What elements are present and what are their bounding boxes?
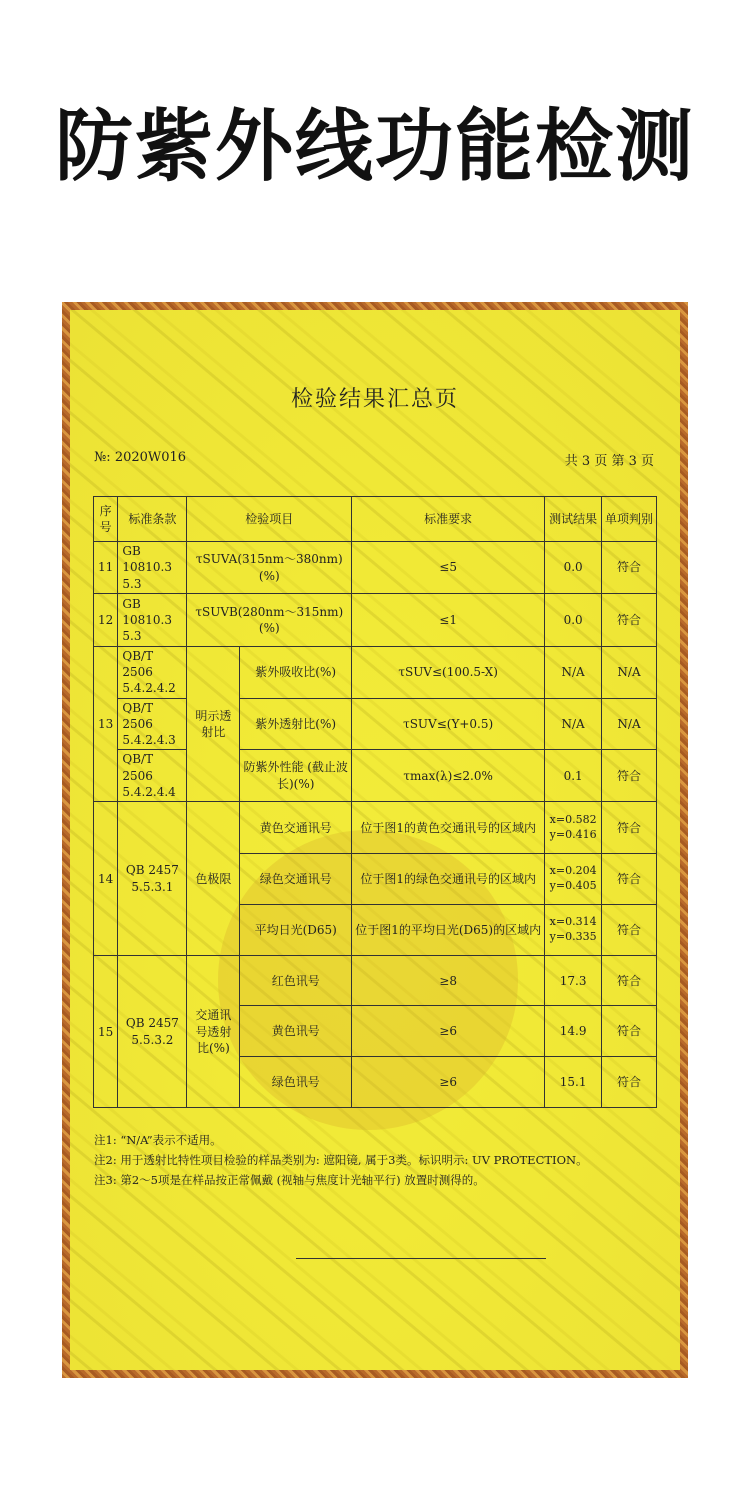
test-item: 绿色讯号 [240, 1057, 352, 1108]
test-item: 防紫外性能 (截止波长)(%) [240, 750, 352, 802]
result-y: y=0.335 [549, 930, 597, 944]
verdict: 符合 [602, 905, 657, 956]
item-group: 明示透射比 [187, 647, 240, 802]
test-result: 14.9 [545, 1006, 602, 1057]
requirement: ≥8 [352, 956, 545, 1006]
table-row [94, 594, 657, 647]
test-item: 平均日光(D65) [240, 905, 352, 956]
test-item: 黄色交通讯号 [240, 802, 352, 854]
signature-line [296, 1258, 546, 1259]
notes-section [94, 1130, 664, 1190]
table-row [94, 750, 657, 802]
page-hero-title: 防紫外线功能检测 [54, 102, 695, 192]
requirement: 位于图1的绿色交通讯号的区域内 [352, 854, 545, 905]
result-x: x=0.204 [549, 864, 597, 878]
requirement: τSUV≤(100.5-X) [352, 647, 545, 699]
header-clause: 标准条款 [118, 497, 187, 542]
standard-clause: QB/T 2506 5.4.2.4.3 [118, 698, 187, 750]
result-x: x=0.582 [549, 812, 597, 826]
certificate-frame [62, 302, 688, 1378]
row-number: 11 [94, 542, 118, 594]
test-result: N/A [545, 698, 602, 750]
requirement: 位于图1的黄色交通讯号的区域内 [352, 802, 545, 854]
header-verdict: 单项判别 [602, 497, 657, 542]
page-info: 共 3 页 第 3 页 [564, 454, 654, 469]
test-result [545, 802, 602, 854]
requirement: ≤1 [352, 594, 545, 647]
document-title: 检验结果汇总页 [290, 387, 459, 412]
table-row [94, 647, 657, 699]
test-result [545, 905, 602, 956]
requirement: τSUV≤(Y+0.5) [352, 698, 545, 750]
verdict: 符合 [602, 854, 657, 905]
verdict: 符合 [602, 594, 657, 647]
test-result: 15.1 [545, 1057, 602, 1108]
test-result [545, 854, 602, 905]
verdict: N/A [602, 647, 657, 699]
header-requirement: 标准要求 [352, 497, 545, 542]
test-item: 紫外吸收比(%) [240, 647, 352, 699]
item-group: 交通讯号透射比(%) [187, 956, 240, 1108]
result-y: y=0.405 [549, 879, 597, 893]
row-number: 12 [94, 594, 118, 647]
row-number: 13 [94, 647, 118, 802]
standard-clause: GB 10810.3 5.3 [118, 542, 187, 594]
verdict: 符合 [602, 542, 657, 594]
table-row [94, 698, 657, 750]
test-result: 17.3 [545, 956, 602, 1006]
result-y: y=0.416 [549, 827, 597, 841]
verdict: 符合 [602, 750, 657, 802]
test-item: 绿色交通讯号 [240, 854, 352, 905]
header-result: 测试结果 [545, 497, 602, 542]
table-header-row [94, 497, 657, 542]
verdict: 符合 [602, 956, 657, 1006]
test-result: 0.1 [545, 750, 602, 802]
note-line: 注2: 用于透射比特性项目检验的样品类别为: 遮阳镜, 属于3类。标识明示: UV PROTECTION。 [94, 1153, 588, 1167]
test-item: τSUVA(315nm～380nm)(%) [187, 542, 352, 594]
test-item: 紫外透射比(%) [240, 698, 352, 750]
requirement: ≥6 [352, 1057, 545, 1108]
result-x: x=0.314 [549, 915, 597, 929]
item-group: 色极限 [187, 802, 240, 956]
header-item: 检验项目 [187, 497, 352, 542]
verdict: N/A [602, 698, 657, 750]
test-item: 红色讯号 [240, 956, 352, 1006]
test-result: 0.0 [545, 594, 602, 647]
certificate-paper [70, 310, 680, 1370]
standard-clause: QB 2457 5.5.3.1 [118, 802, 187, 956]
table-row [94, 956, 657, 1006]
header-seq: 序号 [94, 497, 118, 542]
note-line: 注1: “N/A”表示不适用。 [94, 1133, 222, 1147]
verdict: 符合 [602, 1006, 657, 1057]
standard-clause: QB/T 2506 5.4.2.4.4 [118, 750, 187, 802]
test-item: τSUVB(280nm～315nm)(%) [187, 594, 352, 647]
test-result: 0.0 [545, 542, 602, 594]
note-line: 注3: 第2～5项是在样品按正常佩戴 (视轴与焦度计光轴平行) 放置时测得的。 [94, 1173, 485, 1187]
requirement: ≥6 [352, 1006, 545, 1057]
verdict: 符合 [602, 1057, 657, 1108]
verdict: 符合 [602, 802, 657, 854]
row-number: 14 [94, 802, 118, 956]
table-row [94, 542, 657, 594]
row-number: 15 [94, 956, 118, 1108]
test-item: 黄色讯号 [240, 1006, 352, 1057]
requirement: 位于图1的平均日光(D65)的区域内 [352, 905, 545, 956]
requirement: τmax(λ)≤2.0% [352, 750, 545, 802]
test-result: N/A [545, 647, 602, 699]
results-table [93, 496, 657, 1108]
table-row [94, 802, 657, 854]
requirement: ≤5 [352, 542, 545, 594]
standard-clause: GB 10810.3 5.3 [118, 594, 187, 647]
standard-clause: QB/T 2506 5.4.2.4.2 [118, 647, 187, 699]
standard-clause: QB 2457 5.5.3.2 [118, 956, 187, 1108]
document-number: №: 2020W016 [94, 450, 187, 465]
